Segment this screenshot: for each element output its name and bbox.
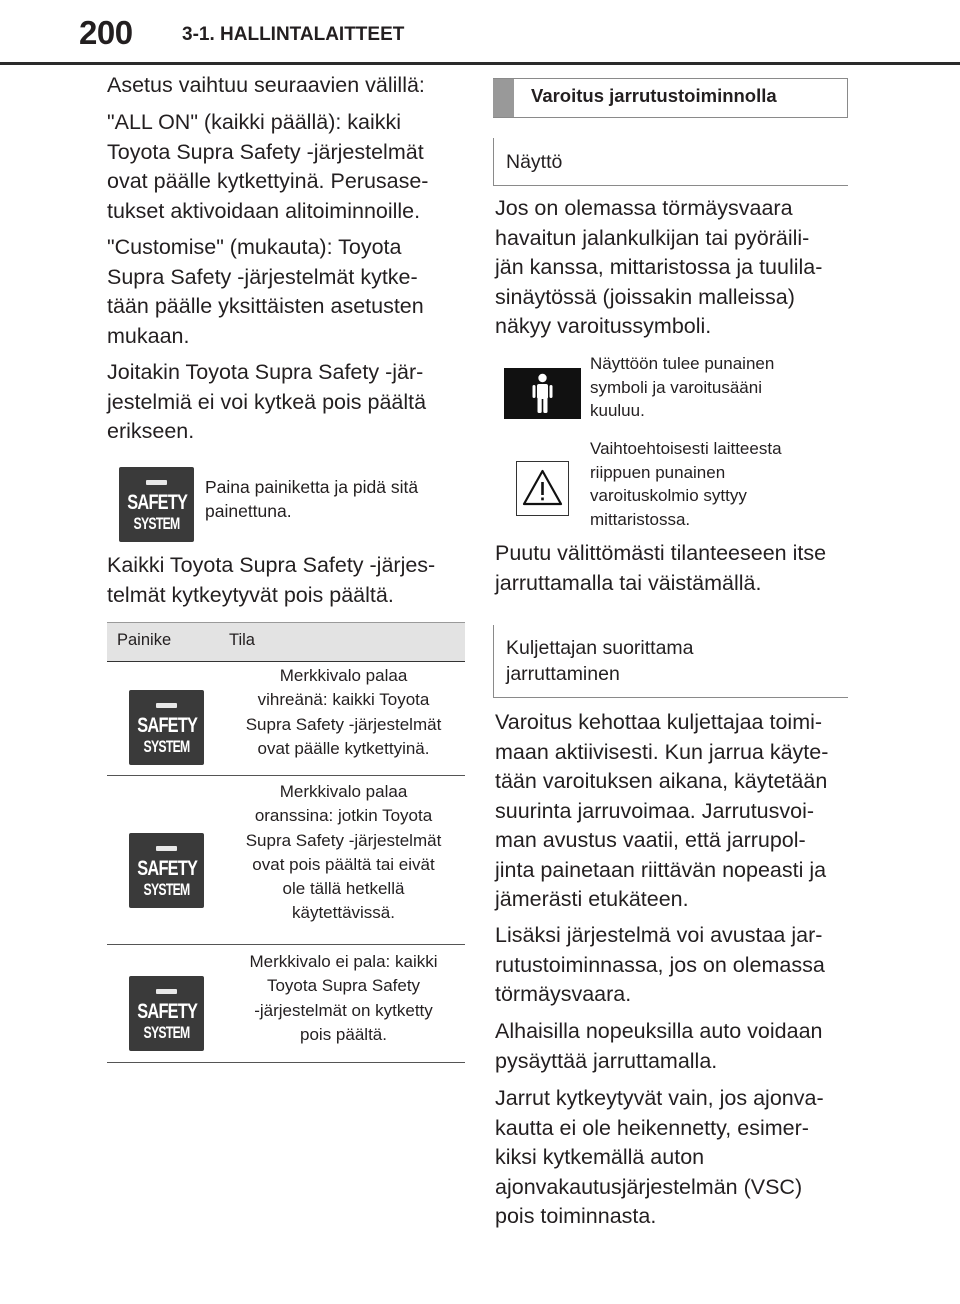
display-heading: Näyttö: [506, 151, 563, 173]
indicator-bar: [156, 989, 177, 994]
left-paragraph-1: Asetus vaihtuu seuraavien välillä:: [107, 73, 425, 97]
section-title: 3-1. HALLINTALAITTEET: [182, 24, 405, 45]
left-paragraph-4: Joitakin Toyota Supra Safety -jär- jestelmiä ei voi kytkeä pois päältä erikseen.: [107, 360, 427, 443]
right-paragraph-4: Lisäksi järjestelmä voi avustaa jar- rutustoiminnassa, jos on olemassa törmäysvaara.: [495, 923, 825, 1006]
safety-system-button-icon: [119, 467, 194, 542]
table-row-divider: [107, 944, 465, 945]
right-paragraph-5: Alhaisilla nopeuksilla auto voidaan pysäyttää jarruttamalla.: [495, 1019, 823, 1073]
button-label-line1: SAFETY: [137, 1000, 198, 1023]
right-paragraph-6: Jarrut kytkeytyvät vain, jos ajonva- kautta ei ole heikennetty, esimer- kiksi kytkemällä auton ajonvakautusjärjestelmän (VSC) pois toiminnasta.: [495, 1086, 824, 1228]
warning-title-box: [493, 78, 848, 118]
button-label-line2: SYSTEM: [143, 737, 190, 756]
icon1-caption: Näyttöön tulee punainen symboli ja varoitusääni kuuluu.: [590, 354, 775, 420]
heading-bar: [493, 79, 514, 117]
right-paragraph-1: Jos on olemassa törmäysvaara havaitun jalankulkijan tai pyöräili- jän kanssa, mittaristossa ja tuulila- sinäytössä (joissakin malleissa) näkyy varoitussymboli.: [495, 196, 823, 338]
button-label-line2: SYSTEM: [143, 880, 190, 899]
table-header-state: Tila: [229, 631, 255, 649]
safety-system-button-icon: [129, 833, 204, 908]
indicator-bar: [146, 480, 167, 485]
warning-title: Varoitus jarrutustoiminnolla: [531, 85, 777, 106]
pedestrian-warning-icon: [504, 368, 581, 419]
left-paragraph-2: "ALL ON" (kaikki päällä): kaikki Toyota Supra Safety -järjestelmät ovat päälle kytkettyinä. Perusase- tukset aktivoidaan alitoiminnoille.: [107, 110, 429, 223]
safety-system-button-icon: [129, 976, 204, 1051]
left-paragraph-3: "Customise" (mukauta): Toyota Supra Safety -järjestelmät kytke- tään päälle yksittäisten asetusten mukaan.: [107, 235, 424, 348]
button-label-line1: SAFETY: [137, 857, 198, 880]
right-paragraph-2: Puutu välittömästi tilanteeseen itse jarruttamalla tai väistämällä.: [495, 541, 827, 595]
left-paragraph-5: Kaikki Toyota Supra Safety -järjes- telmät kytkeytyvät pois päältä.: [107, 553, 436, 607]
display-heading-box: [493, 138, 848, 186]
button-label-line2: SYSTEM: [143, 1023, 190, 1042]
table-header: [107, 622, 465, 662]
page-number: 200: [79, 14, 133, 51]
indicator-bar: [156, 846, 177, 851]
safety-system-button-icon: [129, 690, 204, 765]
button-label-line2: SYSTEM: [133, 514, 180, 533]
warning-triangle-icon: [516, 461, 569, 516]
driver-heading-box: [493, 625, 848, 698]
table-row-divider: [107, 1062, 465, 1063]
right-paragraph-3: Varoitus kehottaa kuljettajaa toimi- maan aktiivisesti. Kun jarrua käyte- tään varoituksen aikana, käytetään suurinta jarruvoimaa. Jarrutusvoi- man avustus vaatii, että jarrupol- jinta painetaan riittävän nopeasti ja jämerästi etukäteen.: [495, 710, 829, 911]
table-row-state: Merkkivalo ei pala: kaikki Toyota Supra Safety -järjestelmät on kytketty pois päältä.: [249, 952, 438, 1044]
header-rule: [0, 62, 960, 65]
driver-heading: Kuljettajan suorittama jarruttaminen: [506, 637, 694, 685]
table-row-divider: [107, 775, 465, 776]
icon2-caption: Vaihtoehtoisesti laitteesta riippuen punainen varoituskolmio syttyy mittaristossa.: [590, 439, 782, 529]
table-header-button: Painike: [117, 631, 172, 649]
table-row-state: Merkkivalo palaa oranssina: jotkin Toyota Supra Safety -järjestelmät ovat pois päältä tai eivät ole tällä hetkellä käytettävissä.: [245, 782, 442, 923]
button-label-line1: SAFETY: [137, 714, 198, 737]
indicator-bar: [156, 703, 177, 708]
table-row-state: Merkkivalo palaa vihreänä: kaikki Toyota Supra Safety -järjestelmät ovat päälle kytkettyinä.: [245, 666, 442, 758]
button-caption: Paina painiketta ja pidä sitä painettuna.: [205, 477, 419, 521]
button-label-line1: SAFETY: [127, 491, 188, 514]
